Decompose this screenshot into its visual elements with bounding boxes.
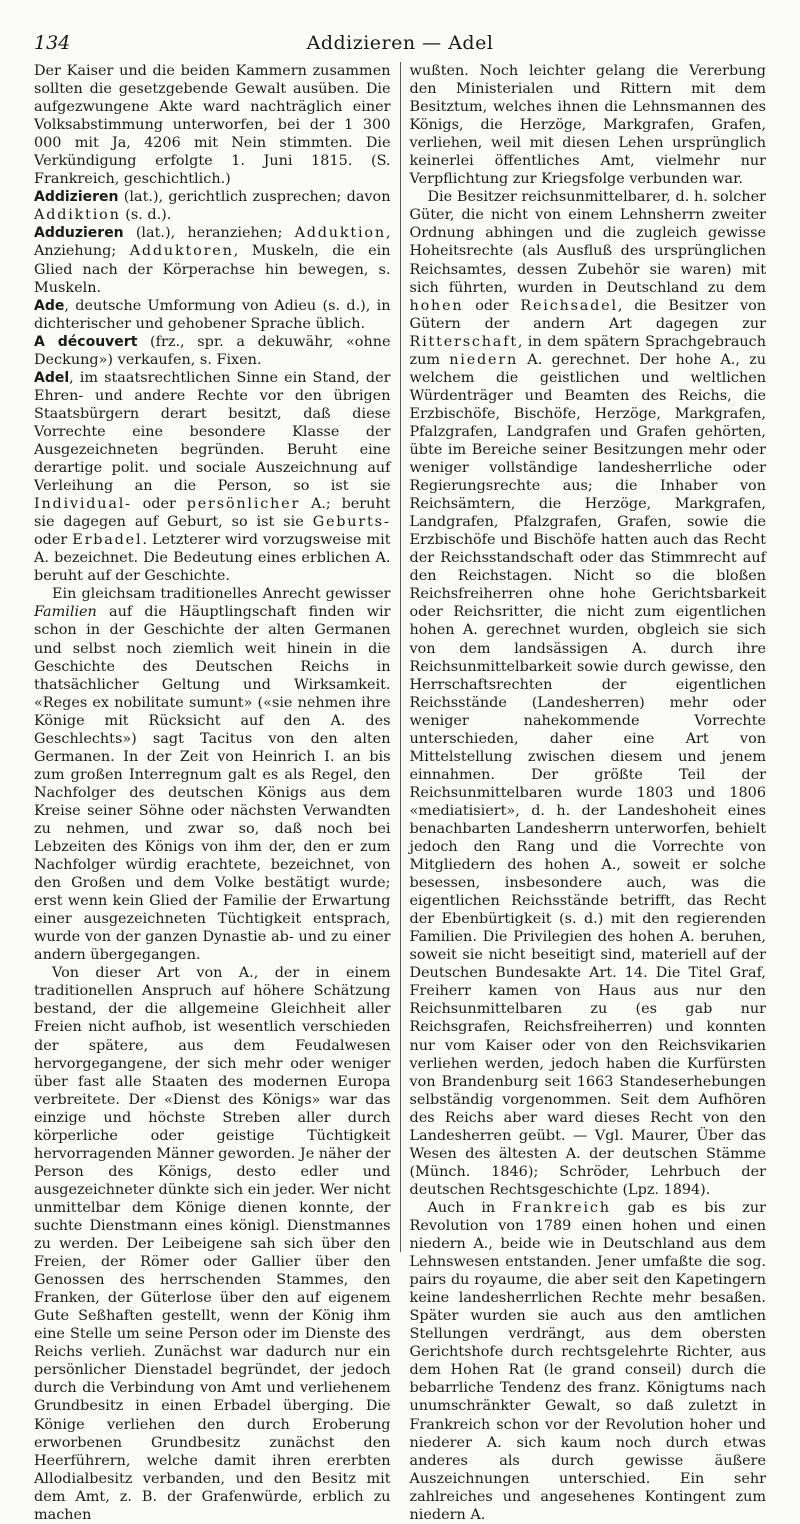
entry-adel (34, 369, 391, 586)
spaced-term: hohen (409, 297, 464, 314)
paragraph-text: auf die Häuptlingschaft finden wir schon in der Geschichte der alten Germanen und selbst noch ziemlich weit hinein in die Geschichte des Deutschen Reichs in thatsächlicher Geltung und Wirksamkeit. «Reges ex nobilitate sumunt» («sie nehmen ihre Könige mit Rücksicht auf den A. des Geschlechts») sagt Tacitus von den alten Germanen. In der Zeit von Heinrich I. an bis zum großen Interregnum galt es als Regel, den Nachfolger des deutschen Königs aus dem Kreise seiner Söhne oder nächsten Verwandten zu nehmen, und zwar so, daß noch bei Lebzeiten des Königs von ihm der, den er zum Nachfolger würdig erachtete, bezeichnet, von den Großen und dem Volke bestätigt wurde; erst wenn kein Glied der Familie der Erwartung einer ausgezeichneten Tüchtigkeit entsprach, wurde von der ganzen Dynastie ab- und zu einer andern übergegangen. (34, 604, 391, 964)
entry-text: , deutsche Umformung von Adieu (s. d.), in dichterischer und gehobener Sprache üblich. (34, 297, 391, 332)
entry-text: , Anziehung; (34, 225, 391, 260)
entry-ade (34, 297, 391, 333)
entry-text: oder (34, 532, 73, 549)
paragraph-familien (34, 585, 391, 964)
paragraph-besitzer (410, 188, 767, 1199)
left-column (34, 62, 400, 1523)
entry-text: (s. d.). (120, 207, 172, 224)
spaced-term: Addiktion (34, 207, 121, 224)
entry-adduzieren (34, 224, 391, 296)
paragraph-text: Die Besitzer reichsunmittelbarer, d. h. solcher Güter, die nicht von einem Lehnsherrn zweiter Ordnung abhingen und die zugleich gewisse Hoheitsrechte (als Ausfluß des ursprünglichen Reichsamtes, dessen Zubehör sie waren) mit sich führten, wurden in Deutschland zu dem (409, 189, 766, 296)
spaced-term: Reichsadel (520, 297, 618, 314)
entry-addizieren (34, 188, 391, 224)
entry-headword: Addizieren (34, 189, 119, 206)
spaced-term: persönlicher (186, 496, 301, 513)
entry-text: (frz., spr. a dekuwähr, «ohne Deckung») verkaufen, s. Fixen. (34, 333, 391, 368)
entry-text: . Letzterer wird vorzugsweise mit A. bezeichnet. Die Bedeutung eines erblichen A. beruht auf der Geschichte. (34, 532, 391, 585)
spaced-term: niedern (449, 351, 519, 368)
paragraph-text: Ein gleichsam traditionelles Anrecht gewisser (52, 586, 391, 603)
paragraph-continuation: Der Kaiser und die beiden Kammern zusammen sollten die gesetzgebende Gewalt ausüben. Die aufgezwungene Akte ward nachträglich einer Volksabstimmung unterworfen, bei der 1 300 000 mit Ja, 4206 mit Nein stimmten. Die Verkündigung erfolgte 1. Juni 1815. (S. Frankreich, geschichtlich.) (34, 63, 391, 188)
paragraph-frankreich (410, 1199, 767, 1524)
paragraph-text: A. gerechnet. Der hohe A., zu welchem die geistlichen und weltlichen Würdenträger und Beamten des Reichs, die Erzbischöfe, Bischöfe, Herzöge, Markgrafen, Pfalzgrafen, Landgrafen und Grafen gehörten, übte im Bereiche seiner Besitzungen mehr oder weniger vollständige landesherrliche oder Regierungsrechte aus; die Inhaber von Reichsämtern, die Herzöge, Markgrafen, Landgrafen, Pfalzgrafen, Grafen, sowie die Erzbischöfe und Bischöfe hatten auch das Recht der Reichsstandschaft oder das Stimmrecht auf den Reichstagen. Nicht so die bloßen Reichsfreiherren ohne hohe Gerichtsbarkeit oder Reichsritter, die nicht zum eigentlichen hohen A. gerechnet wurden, obgleich sie sich von dem landsässigen A. durch ihre Reichsunmittelbarkeit sowie durch gewisse, den Herrschaftsrechten der eigentlichen Reichsstände (Landesherren) mehr oder weniger nahekommende Vorrechte unterschieden, daher eine Art von Mittelstellung zwischen diesem und jenem einnahmen. Der größte Teil der Reichsunmittelbaren wurde 1803 und 1806 «mediatisiert», d. h. der Landeshoheit eines benachbarten Landesherrn unterworfen, behielt jedoch den Rang und die Vorrechte von Mitgliedern des hohen A., soweit er solche besessen, insbesondere auch, was die eigentlichen Reichsstände betrifft, das Recht der Ebenbürtigkeit (s. d.) mit den regierenden Familien. Die Privilegien des hohen A. beruhen, soweit sie nicht beseitigt sind, materiell auf der Deutschen Bundesakte Art. 14. Die Titel Graf, Freiherr kamen von Haus aus nur den Reichsunmittelbaren zu (es gab nur Reichsgrafen, Reichsfreiherren) und konnten nur vom Kaiser oder von den Reichsvikarien verliehen werden, jedoch haben die Kurfürsten von Brandenburg seit 1663 Standeserhebungen selbständig vorgenommen. Seit dem Aufhören des Reichs aber ward dieses Recht von den Landesherren geübt. — Vgl. Maurer, Über das Wesen des ältesten A. der deutschen Stämme (Münch. 1846); Schröder, Lehrbuch der deutschen Rechtsgeschichte (Lpz. 1894). (409, 351, 766, 1198)
text-columns (34, 62, 767, 1523)
spaced-term: Adduktoren (129, 243, 234, 260)
running-head: Addizieren — Adel (306, 32, 494, 54)
italic-term: Familien (34, 604, 97, 621)
paragraph-text: gab es bis zur Revolution von 1789 einen hohen und einen niedern A., beide wie in Deutschland aus dem Lehnswesen entstanden. Jener umfaßte die sog. pairs du royaume, die aber seit den Kapetingern keine landesherrlichen Rechte mehr besaßen. Später wurden sie auch aus den amtlichen Stellungen verdrängt, aus dem obersten Gerichtshofe durch rechtsgelehrte Richter, aus dem Hohen Rat (le grand conseil) durch die bebarrliche Tendenz des franz. Königtums nach unumschränkter Gewalt, so daß zuletzt in Frankreich schon vor der Revolution hoher und niederer A. sich kaum noch durch etwas anderes als durch gewisse äußere Auszeichnungen unterschied. Ein sehr zahlreiches und angesehenes Kontingent zum niedern A. (409, 1199, 766, 1523)
page-header (34, 24, 766, 60)
entry-text: (lat.), heranziehen; (123, 225, 295, 242)
entry-text: , im staatsrechtlichen Sinne ein Stand, der Ehren- und andere Rechte vor den übrigen Staatsbürgern derart besitzt, daß diese Vorrechte eine besondere Klasse der Ausgezeichneten begründen. Beruht eine derartige polit. und sociale Auszeichnung auf Verleihung an die Person, so ist sie (34, 369, 391, 495)
entry-a-decouvert (34, 333, 391, 369)
spaced-term: Individual- (34, 496, 132, 513)
entry-text: oder (131, 496, 187, 513)
spaced-term: Frankreich (512, 1199, 611, 1216)
entry-headword: Ade (34, 297, 65, 314)
entry-headword: A découvert (34, 333, 138, 350)
paragraph-text: , die Besitzer von Gütern der andern Art dagegen zur (409, 297, 767, 332)
spaced-term: Adduktion (294, 225, 386, 242)
paragraph-text: , in dem spätern Sprachgebrauch zum (409, 333, 766, 368)
spaced-term: Ritterschaft (409, 333, 518, 350)
page-number: 134 (34, 32, 71, 54)
paragraph-text: oder (463, 297, 521, 314)
entry-text: A.; beruht sie dagegen auf Geburt, so ist sie (34, 496, 391, 531)
paragraph-continuation: wußten. Noch leichter gelang die Vererbung den Ministerialen und Rittern mit dem Besitztum, welches ihnen die Lehnsmannen des Königs, die Herzöge, Markgrafen, Grafen, verliehen, weil mit diesen Lehen ursprünglich keinerlei öffentliches Amt, vielmehr nur Verpflichtung zur Kriegsfolge verbunden war. (409, 63, 766, 188)
entry-text: (lat.), gerichtlich zusprechen; davon (118, 189, 391, 206)
entry-headword: Adel (34, 369, 70, 386)
entry-headword: Adduzieren (34, 225, 124, 242)
paragraph-text: Auch in (427, 1199, 513, 1216)
right-column (400, 62, 767, 1523)
spaced-term: Erbadel (72, 532, 143, 549)
entry-text: , Muskeln, die ein Glied nach der Körperachse hin bewegen, s. Muskeln. (34, 243, 391, 296)
paragraph-dienst: Von dieser Art von A., der in einem traditionellen Anspruch auf höhere Schätzung bestand, der die allgemeine Gleichheit aller Freien nicht aufhob, ist wesentlich verschieden der spätere, aus dem Feudalwesen hervorgegangene, der sich mehr oder weniger über fast alle Staaten des modernen Europa verbreitete. Der «Dienst des Königs» war das einzige und höchste Streben aller durch körperliche oder geistige Tüchtigkeit hervorragenden Männer geworden. Je näher der Person des Königs, desto edler und ausgezeichneter dünkte sich ein jeder. Wer nicht unmittelbar dem Könige dienen konnte, der suchte Dienstmann eines königl. Dienstmannes zu werden. Der Leibeigene sah sich über den Freien, der Römer oder Gallier über den Genossen des herrschenden Stammes, den Franken, der Güterlose über den auf eigenem Gute Seßhaften gestellt, wenn der König ihm eine Stelle um seine Person oder im Dienste des Reichs verlieh. Zunächst war dadurch nur ein persönlicher Dienstadel begründet, der jedoch durch die Verbindung von Amt und verliehenem Grundbesitz in einen Erbadel überging. Die Könige verliehen den durch Eroberung erworbenen Grundbesitz zunächst den Heerführern, welche damit ihren ererbten Allodialbesitz verbanden, und den Besitz mit dem Amt, z. B. der Grafenwürde, erblich zu machen (34, 965, 391, 1523)
spaced-term: Geburts- (312, 514, 391, 531)
